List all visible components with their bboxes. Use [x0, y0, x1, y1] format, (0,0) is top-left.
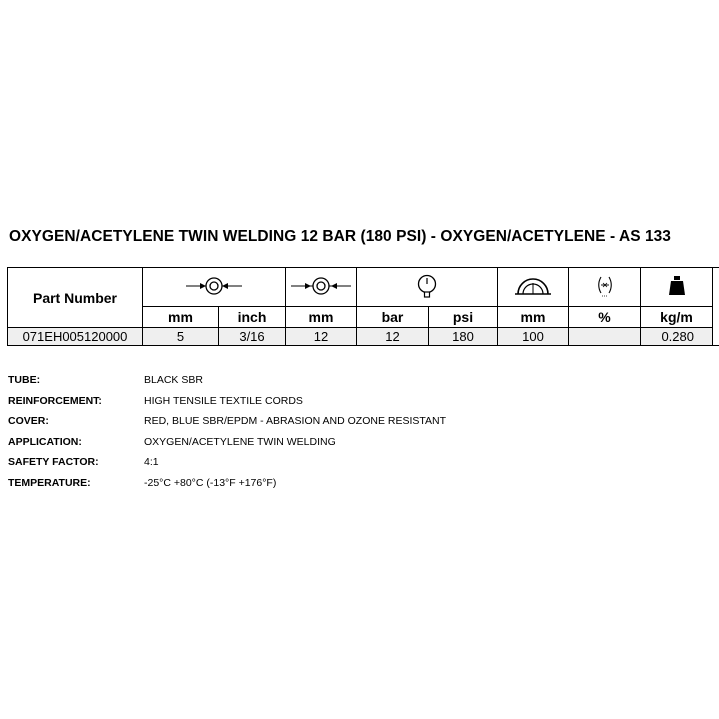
table-extra-column [713, 268, 719, 346]
spec-value: -25°C +80°C (-13°F +176°F) [144, 476, 277, 489]
id-mm-cell: 5 [143, 328, 219, 346]
unit-vacuum-pct: % [569, 307, 641, 328]
page-title: OXYGEN/ACETYLENE TWIN WELDING 12 BAR (180 PSI) - OXYGEN/ACETYLENE - AS 133 [9, 228, 671, 245]
pressure-psi-cell: 180 [429, 328, 498, 346]
vacuum-icon [597, 274, 613, 301]
bend-radius-cell: 100 [498, 328, 569, 346]
spec-value: 4:1 [144, 456, 159, 468]
unit-pressure-bar: bar [357, 307, 429, 328]
table-header-icons-row [8, 268, 719, 307]
spec-label: REINFORCEMENT: [8, 394, 102, 407]
weight-cell: 0.280 [641, 328, 713, 346]
spec-value: RED, BLUE SBR/EPDM - ABRASION AND OZONE RESISTANT [144, 415, 447, 427]
inner-diameter-header [143, 268, 286, 307]
spec-label: COVER: [8, 415, 49, 427]
bend-radius-icon [513, 274, 553, 301]
spec-value: OXYGEN/ACETYLENE TWIN WELDING [144, 435, 336, 448]
unit-weight-kgm: kg/m [641, 307, 713, 328]
vacuum-cell [569, 328, 641, 346]
spec-value: HIGH TENSILE TEXTILE CORDS [144, 394, 303, 407]
outer-diameter-icon [289, 274, 353, 301]
weight-header [641, 268, 713, 307]
part-number-header: Part Number [8, 268, 143, 328]
unit-id-inch: inch [219, 307, 286, 328]
unit-pressure-psi: psi [429, 307, 498, 328]
table-row [8, 328, 719, 346]
vacuum-header [569, 268, 641, 307]
spec-label: TEMPERATURE: [8, 476, 91, 489]
inner-diameter-icon [184, 274, 244, 301]
outer-diameter-header [286, 268, 357, 307]
bend-radius-header [498, 268, 569, 307]
working-pressure-header [357, 268, 498, 307]
unit-od-mm: mm [286, 307, 357, 328]
spec-label: TUBE: [8, 374, 41, 386]
od-mm-cell: 12 [286, 328, 357, 346]
pressure-gauge-icon [416, 273, 438, 302]
pressure-bar-cell: 12 [357, 328, 429, 346]
specification-table [7, 267, 719, 346]
unit-id-mm: mm [143, 307, 219, 328]
unit-bend-mm: mm [498, 307, 569, 328]
spec-label: SAFETY FACTOR: [8, 456, 99, 468]
spec-label: APPLICATION: [8, 435, 82, 448]
weight-icon [667, 275, 687, 300]
id-inch-cell: 3/16 [219, 328, 286, 346]
part-number-cell: 071EH005120000 [8, 328, 143, 346]
spec-value: BLACK SBR [144, 374, 203, 386]
